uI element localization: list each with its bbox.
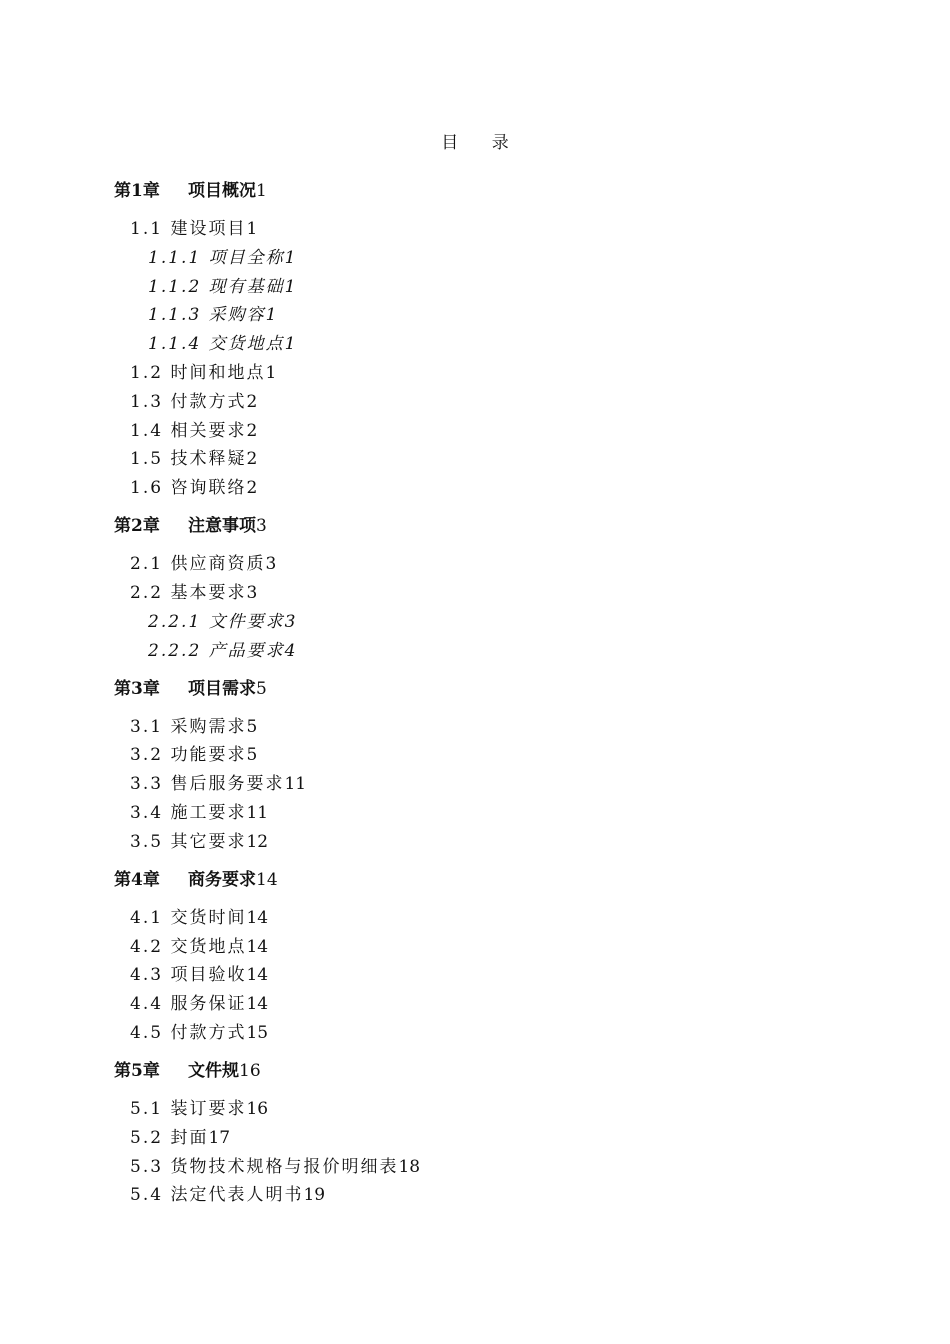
toc-subsection[interactable] [114,277,874,297]
section-number: 1.1.4 [148,334,202,355]
page-number: 16 [239,1060,261,1081]
toc-section[interactable] [114,554,874,574]
page-number: 2 [246,478,258,499]
section-number: 5.2 [130,1127,164,1148]
toc-section[interactable] [114,392,874,412]
section-title: 产品要求 [208,640,285,661]
toc-section[interactable] [114,832,874,852]
section-title: 采购容 [208,305,266,326]
toc-chapter[interactable] [114,870,874,890]
section-title: 服务保证 [170,994,247,1015]
section-title: 法定代表人明书 [170,1185,304,1206]
page-number: 3 [246,582,258,603]
section-title: 功能要求 [170,745,247,766]
section-title: 建设项目 [170,219,247,239]
toc-section[interactable] [114,965,874,985]
page-number: 1 [284,276,296,297]
section-number: 1.2 [130,362,164,383]
section-number: 2.1 [130,554,164,575]
toc-section[interactable] [114,1099,874,1119]
toc-section[interactable] [114,994,874,1014]
section-number: 3.1 [130,716,164,737]
toc-chapter[interactable] [114,1061,874,1081]
toc-section[interactable] [114,219,874,239]
section-number: 1.1.2 [148,276,202,297]
page-number: 12 [246,831,269,852]
chapter-title: 注意事项 [188,516,256,537]
section-number: 3.3 [130,774,164,795]
page-number: 14 [246,965,269,986]
toc-subsection[interactable] [114,305,874,325]
section-title: 交货地点 [208,334,285,355]
section-number: 5.3 [130,1156,164,1177]
section-title: 供应商资质 [170,554,266,575]
toc-title: 目 录 [441,133,523,153]
section-title: 交货时间 [170,907,247,928]
page-number: 1 [256,181,267,201]
toc-section[interactable] [114,1023,874,1043]
chapter-title: 文件规 [188,1060,239,1081]
toc-subsection[interactable] [114,641,874,661]
toc-section[interactable] [114,363,874,383]
section-title: 项目全称 [208,247,285,268]
chapter-number: 第4章 [114,869,160,890]
section-title: 采购需求 [170,716,247,737]
page-number: 11 [246,802,269,823]
section-number: 4.3 [130,965,164,986]
section-number: 3.5 [130,831,164,852]
page-number: 14 [246,994,269,1015]
section-title: 文件要求 [208,611,285,632]
page-number: 11 [284,774,307,795]
page-number: 3 [284,611,296,632]
section-number: 4.2 [130,936,164,957]
page-number: 2 [246,449,258,470]
toc-chapter[interactable] [114,516,874,536]
page-number: 2 [246,420,258,441]
chapter-number: 第2章 [114,516,160,537]
section-number: 2.2.2 [148,640,202,661]
page-number: 19 [303,1185,326,1206]
section-number: 3.2 [130,745,164,766]
page-number: 2 [246,391,258,412]
section-number: 4.4 [130,994,164,1015]
section-number: 2.2 [130,582,164,603]
section-title: 项目验收 [170,965,247,986]
toc-subsection[interactable] [114,334,874,354]
page-number: 5 [246,745,258,766]
section-title: 封面 [170,1127,209,1148]
page-number: 1 [265,362,277,383]
toc-section[interactable] [114,745,874,765]
page-number: 1 [284,334,296,355]
toc-section[interactable] [114,1128,874,1148]
section-number: 5.1 [130,1098,164,1119]
page-number: 15 [246,1022,269,1043]
section-number: 5.4 [130,1185,164,1206]
section-number: 3.4 [130,802,164,823]
section-number: 1.1 [130,219,164,239]
toc-subsection[interactable] [114,248,874,268]
section-title: 现有基础 [208,276,285,297]
page-number: 5 [256,678,267,699]
section-title: 装订要求 [170,1098,247,1119]
section-number: 1.6 [130,478,164,499]
section-number: 1.1.3 [148,305,202,326]
section-title: 交货地点 [170,936,247,957]
chapter-number: 第3章 [114,678,160,699]
toc-section[interactable] [114,803,874,823]
chapter-title: 项目需求 [188,678,256,699]
chapter-number: 第1章 [114,181,160,201]
toc-section[interactable] [114,1157,874,1177]
section-title: 付款方式 [170,1022,247,1043]
chapter-number: 第5章 [114,1060,160,1081]
page-number: 14 [256,869,278,890]
toc-section[interactable] [114,908,874,928]
section-title: 售后服务要求 [170,774,285,795]
section-number: 1.4 [130,420,164,441]
page-number: 14 [246,907,269,928]
page-number: 17 [208,1127,231,1148]
toc-chapter[interactable] [114,679,874,699]
section-number: 2.2.1 [148,611,202,632]
page-number: 1 [265,305,277,326]
section-title: 技术释疑 [170,449,247,470]
toc-section[interactable] [114,421,874,441]
toc-section[interactable] [114,449,874,469]
section-title: 基本要求 [170,582,247,603]
section-title: 货物技术规格与报价明细表 [170,1156,399,1177]
page-number: 16 [246,1098,269,1119]
chapter-title: 商务要求 [188,869,256,890]
toc-section[interactable] [114,774,874,794]
toc-section[interactable] [114,717,874,737]
section-title: 时间和地点 [170,362,266,383]
section-number: 1.3 [130,391,164,412]
page-number: 1 [284,247,296,268]
page-number: 3 [256,516,267,537]
section-title: 咨询联络 [170,478,247,499]
section-title: 其它要求 [170,831,247,852]
section-title: 相关要求 [170,420,247,441]
page-number: 18 [398,1156,421,1177]
toc-section[interactable] [114,1185,874,1205]
section-number: 1.5 [130,449,164,470]
page-number: 4 [284,640,296,661]
table-of-contents [114,181,874,1223]
toc-subsection[interactable] [114,612,874,632]
toc-section[interactable] [114,937,874,957]
page-number: 1 [246,219,258,239]
chapter-title: 项目概况 [188,181,256,201]
toc-section[interactable] [114,478,874,498]
page-number: 5 [246,716,258,737]
section-number: 4.5 [130,1022,164,1043]
section-number: 1.1.1 [148,247,202,268]
section-title: 施工要求 [170,802,247,823]
section-title: 付款方式 [170,391,247,412]
toc-chapter[interactable] [114,181,874,201]
page-number: 14 [246,936,269,957]
toc-section[interactable] [114,583,874,603]
page-number: 3 [265,554,277,575]
section-number: 4.1 [130,907,164,928]
